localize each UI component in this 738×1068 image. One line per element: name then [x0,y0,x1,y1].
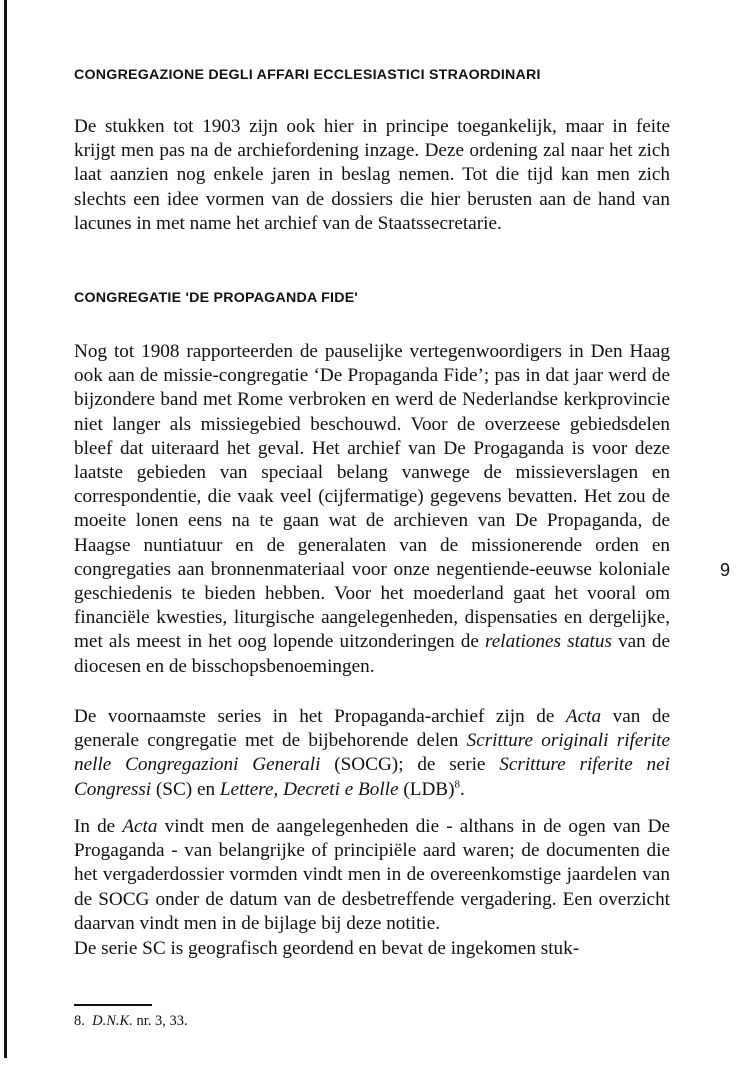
italic-term: Scritture originali riferite nelle Congregazioni Generali [74,730,671,776]
italic-term: Acta [565,706,602,727]
footnote [74,1013,188,1030]
footnote-detail: nr. 3, 33. [136,1013,188,1029]
section-heading-propaganda-fide: CONGREGATIE 'DE PROPAGANDA FIDE' [74,290,359,306]
paragraph-sc-series: De serie SC is geografisch geordend en bevat de ingekomen stuk- [74,938,580,959]
paragraph-text: van de diocesen en de bisschopsbenoemingen. [74,631,670,677]
italic-term: Lettere, Decreti e Bolle [219,778,399,800]
paragraph-text: (LDB) [403,778,455,800]
paragraph-text: De voornaamste series in het Propaganda-archief zijn de [74,706,555,727]
footnote-divider [74,1004,152,1006]
paragraph-main-series [74,705,670,802]
paragraph-text: . [459,778,465,800]
footnote-source: D.N.K. [92,1013,133,1029]
paragraph-text: In de [74,816,116,837]
paragraph-acta-contents [74,815,670,936]
italic-term: Acta [122,816,158,837]
italic-term: relationes status [485,631,612,653]
paragraph-text: (SOCG); de serie [334,754,486,776]
page-binding-edge [4,0,7,1058]
section-heading-affari-ecclesiastici: CONGREGAZIONE DEGLI AFFARI ECCLESIASTICI STRAORDINARI [74,67,541,83]
page-number: 9 [720,560,731,580]
paragraph-text: (SC) en [155,778,216,800]
paragraph-archive-access: De stukken tot 1903 zijn ook hier in principe toegankelijk, maar in feite krijgt men pas na de archiefordening inzage. Deze ordening zal naar het zich laat aanzien nog enkele jaren in beslag nemen. Tot die tijd kan men zich slechts een idee vormen van de dossiers die hier berusten aan de hand van lacunes in met name het archief van de Staatssecretarie. [74,116,670,234]
italic-term: Scritture riferite nei Congressi [74,754,671,800]
paragraph-propaganda-history [74,340,670,679]
footnote-number: 8. [74,1013,85,1029]
paragraph-text: Nog tot 1908 rapporteerden de pauselijke vertegenwoordigers in Den Haag ook aan de missie-congregatie ‘De Propaganda Fide’; pas in dat jaar werd de bijzondere band met Rome verbroken en werd de Nederlandse kerkprovincie niet langer als missiegebied beschouwd. Voor de overzeese gebiedsdelen bleef dat uiteraard het geval. Het archief van De Progaganda is voor deze laatste gebieden van speciaal belang vanwege de missieverslagen en correspondentie, die vaak veel (cijfermatige) gegevens bevatten. Het zou de moeite lonen eens na te gaan wat de archieven van De Propaganda, de Haagse nuntiatuur en de generalaten van de missionerende orden en congregaties aan bronnenmateriaal voor onze negentiende-eeuwse koloniale geschiedenis te bieden hebben. Voor het moederland gaat het vooral om financiële kwesties, liturgische aangelegenheden, dispensaties en dergelijke, met als meest in het oog lopende uitzonderingen de [74,341,670,653]
paragraph-text: van de generale congregatie met de bijbehorende delen [74,706,670,752]
paragraph-text: vindt men de aangelegenheden die - althans in de ogen van De Progaganda - van belangrijke of principiële aard waren; de documenten die het vergaderdossier vormden vindt men in de overeenkomstige jaardelen van de SOCG onder de datum van de desbetreffende vergadering. Een overzicht daarvan vindt men in de bijlage bij deze notitie. [74,816,671,934]
footnote-reference: 8 [454,778,460,791]
